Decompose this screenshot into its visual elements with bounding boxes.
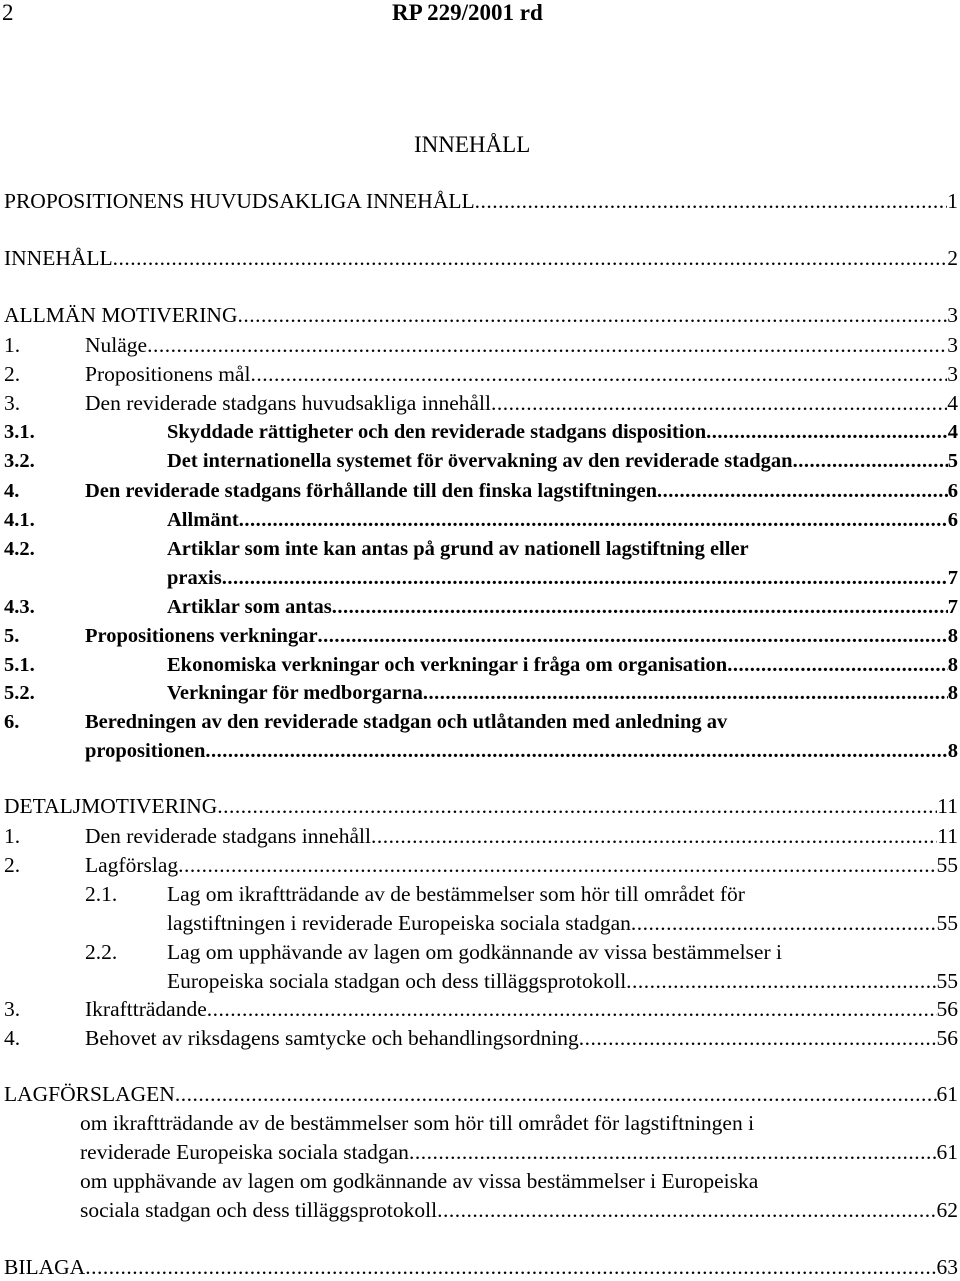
toc-entry-number: 4.1. [4,509,35,531]
toc-entry-page: 63 [936,1255,958,1279]
toc-entry[interactable] [4,822,958,850]
toc-entry[interactable] [4,477,958,505]
toc-entry-title: PROPOSITIONENS HUVUDSAKLIGA INNEHÅLL [4,189,475,213]
toc-entry-title: Lagförslag [85,853,179,877]
toc-dot-leader [706,418,948,446]
toc-entry-page: 4 [947,421,958,443]
toc-entry-title: Den reviderade stadgans huvudsakliga innehåll [85,391,491,415]
toc-entry-page: 56 [936,997,958,1021]
document-id: RP 229/2001 rd [392,0,543,25]
toc-entry[interactable] [4,389,958,417]
toc-entry[interactable] [4,967,958,995]
toc-entry-page: 7 [947,567,958,589]
toc-entry-title: Den reviderade stadgans förhållande till den finska lagstiftningen [85,480,657,502]
toc-entry[interactable] [4,593,958,621]
toc-entry[interactable] [4,708,958,736]
toc-entry-title: ALLMÄN MOTIVERING [4,303,238,327]
toc-entry-page: 6 [947,509,958,531]
toc-entry-page: 3 [947,333,958,357]
toc-entry-title: INNEHÅLL [4,246,113,270]
toc-entry[interactable] [4,1138,958,1166]
toc-entry-page: 7 [947,596,958,618]
toc-entry-number: 3.2. [4,450,35,472]
toc-entry-title: Lag om ikraftträdande av de bestämmelser som hör till området för [167,882,745,906]
toc-dot-leader [579,1024,937,1052]
toc-entry-title: om ikraftträdande av de bestämmelser som hör till området för lagstiftningen i [80,1111,755,1135]
toc-entry-page: 8 [947,625,958,647]
toc-dot-leader [437,1196,936,1224]
toc-entry-number: 2.2. [85,940,118,964]
toc-dot-leader [205,737,947,765]
toc-entry[interactable] [4,244,958,272]
toc-entry-page: 61 [936,1140,958,1164]
toc-entry-title: Europeiska sociala stadgan och dess tilläggsprotokoll [167,969,627,993]
toc-entry-title: lagstiftningen i reviderade Europeiska sociala stadgan [167,911,631,935]
toc-dot-leader [207,995,937,1023]
toc-entry-title: Nuläge [85,333,148,357]
page-number: 2 [2,0,14,25]
toc-entry[interactable] [4,880,958,908]
toc-dot-leader [371,822,937,850]
toc-dot-leader [727,651,948,679]
toc-dot-leader [217,792,937,820]
toc-dot-leader [178,851,936,879]
toc-entry-title: Allmänt [167,509,239,531]
toc-dot-leader [657,477,948,505]
toc-entry-page: 6 [947,480,958,502]
toc-entry-title: Det internationella systemet för övervakning av den reviderade stadgan [167,450,793,472]
toc-dot-leader [793,447,948,475]
toc-dot-leader [491,389,947,417]
toc-entry-title: Verkningar för medborgarna [167,682,423,704]
toc-entry-title: Skyddade rättigheter och den reviderade stadgans disposition [167,421,707,443]
toc-entry-number: 5.2. [4,682,35,704]
toc-entry-number: 4.2. [4,538,35,560]
toc-entry-title: reviderade Europeiska sociala stadgan [80,1140,409,1164]
toc-entry[interactable] [4,851,958,879]
toc-entry[interactable] [4,535,958,563]
toc-entry-number: 6. [4,711,20,733]
toc-dot-leader [332,593,948,621]
toc-entry-number: 4.3. [4,596,35,618]
toc-entry-number: 3. [4,391,21,415]
toc-entry-title: Ikraftträdande [85,997,207,1021]
toc-dot-leader [631,909,937,937]
toc-entry[interactable] [4,651,958,679]
toc-entry[interactable] [4,737,958,765]
toc-entry-number: 2.1. [85,882,118,906]
toc-entry-page: 11 [937,794,958,818]
toc-entry-number: 5. [4,625,20,647]
toc-entry-title: Den reviderade stadgans innehåll [85,824,371,848]
toc-entry[interactable] [4,622,958,650]
toc-entry[interactable] [4,1080,958,1108]
toc-entry[interactable] [4,679,958,707]
toc-entry[interactable] [4,301,958,329]
toc-entry-title: om upphävande av lagen om godkännande av vissa bestämmelser i Europeiska [80,1169,759,1193]
toc-entry-number: 4. [4,1026,21,1050]
toc-entry-title: Behovet av riksdagens samtycke och behandlingsordning [85,1026,579,1050]
toc-entry[interactable] [4,909,958,937]
toc-entry-title: LAGFÖRSLAGEN [4,1082,175,1106]
toc-entry-title: BILAGA [4,1255,86,1279]
toc-entry-title: Propositionens verkningar [85,625,318,647]
toc-entry[interactable] [4,1167,958,1195]
toc-entry-page: 2 [947,246,958,270]
toc-entry[interactable] [4,360,958,388]
toc-entry-page: 4 [947,391,958,415]
toc-entry[interactable] [4,447,958,475]
toc-entry-page: 11 [937,824,958,848]
toc-entry-number: 2. [4,853,21,877]
toc-dot-leader [409,1138,937,1166]
toc-dot-leader [175,1080,937,1108]
toc-entry[interactable] [4,418,958,446]
toc-entry-page: 3 [947,362,958,386]
toc-entry[interactable] [4,1109,958,1137]
toc-entry[interactable] [4,1196,958,1224]
toc-entry[interactable] [4,506,958,534]
toc-entry-number: 3. [4,997,21,1021]
toc-entry-title: DETALJMOTIVERING [4,794,218,818]
toc-dot-leader [475,187,948,215]
toc-entry-title: Propositionens mål [85,362,251,386]
toc-dot-leader [239,506,948,534]
toc-entry-title: sociala stadgan och dess tilläggsprotokoll [80,1198,438,1222]
toc-entry-title: propositionen [85,740,206,762]
toc-dot-leader [238,301,948,329]
toc-entry[interactable] [4,792,958,820]
toc-entry-number: 4. [4,480,20,502]
toc-entry-page: 55 [936,911,958,935]
toc-entry-page: 5 [947,450,958,472]
toc-entry-number: 3.1. [4,421,35,443]
toc-entry[interactable] [4,564,958,592]
toc-entry[interactable] [4,1024,958,1052]
toc-entry-title: Ekonomiska verkningar och verkningar i fråga om organisation [167,654,728,676]
toc-entry-number: 1. [4,333,21,357]
toc-entry-number: 1. [4,824,21,848]
toc-entry-page: 3 [947,303,958,327]
toc-entry-number: 5.1. [4,654,35,676]
toc-entry-page: 1 [947,189,958,213]
toc-entry[interactable] [4,995,958,1023]
toc-entry-title: Lag om upphävande av lagen om godkännande av vissa bestämmelser i [167,940,782,964]
toc-entry-page: 8 [947,682,958,704]
toc-entry-page: 62 [936,1198,958,1222]
toc-dot-leader [147,331,947,359]
toc-entry-title: Artiklar som antas [167,596,332,618]
toc-entry-page: 61 [936,1082,958,1106]
toc-entry-page: 8 [947,654,958,676]
toc-entry-title: Artiklar som inte kan antas på grund av nationell lagstiftning eller [167,538,749,560]
toc-entry[interactable] [4,187,958,215]
toc-entry-number: 2. [4,362,21,386]
toc-entry-page: 8 [947,740,958,762]
toc-entry-title: praxis [167,567,222,589]
toc-dot-leader [250,360,947,388]
toc-entry-page: 55 [936,969,958,993]
toc-entry[interactable] [4,331,958,359]
toc-dot-leader [626,967,936,995]
toc-entry[interactable] [4,938,958,966]
toc-title: INNEHÅLL [414,132,531,157]
toc-entry-page: 55 [936,853,958,877]
toc-entry-title: Beredningen av den reviderade stadgan och utlåtanden med anledning av [85,711,728,733]
toc-dot-leader [113,244,948,272]
toc-dot-leader [318,622,948,650]
toc-dot-leader [423,679,948,707]
toc-dot-leader [222,564,948,592]
toc-entry-page: 56 [936,1026,958,1050]
